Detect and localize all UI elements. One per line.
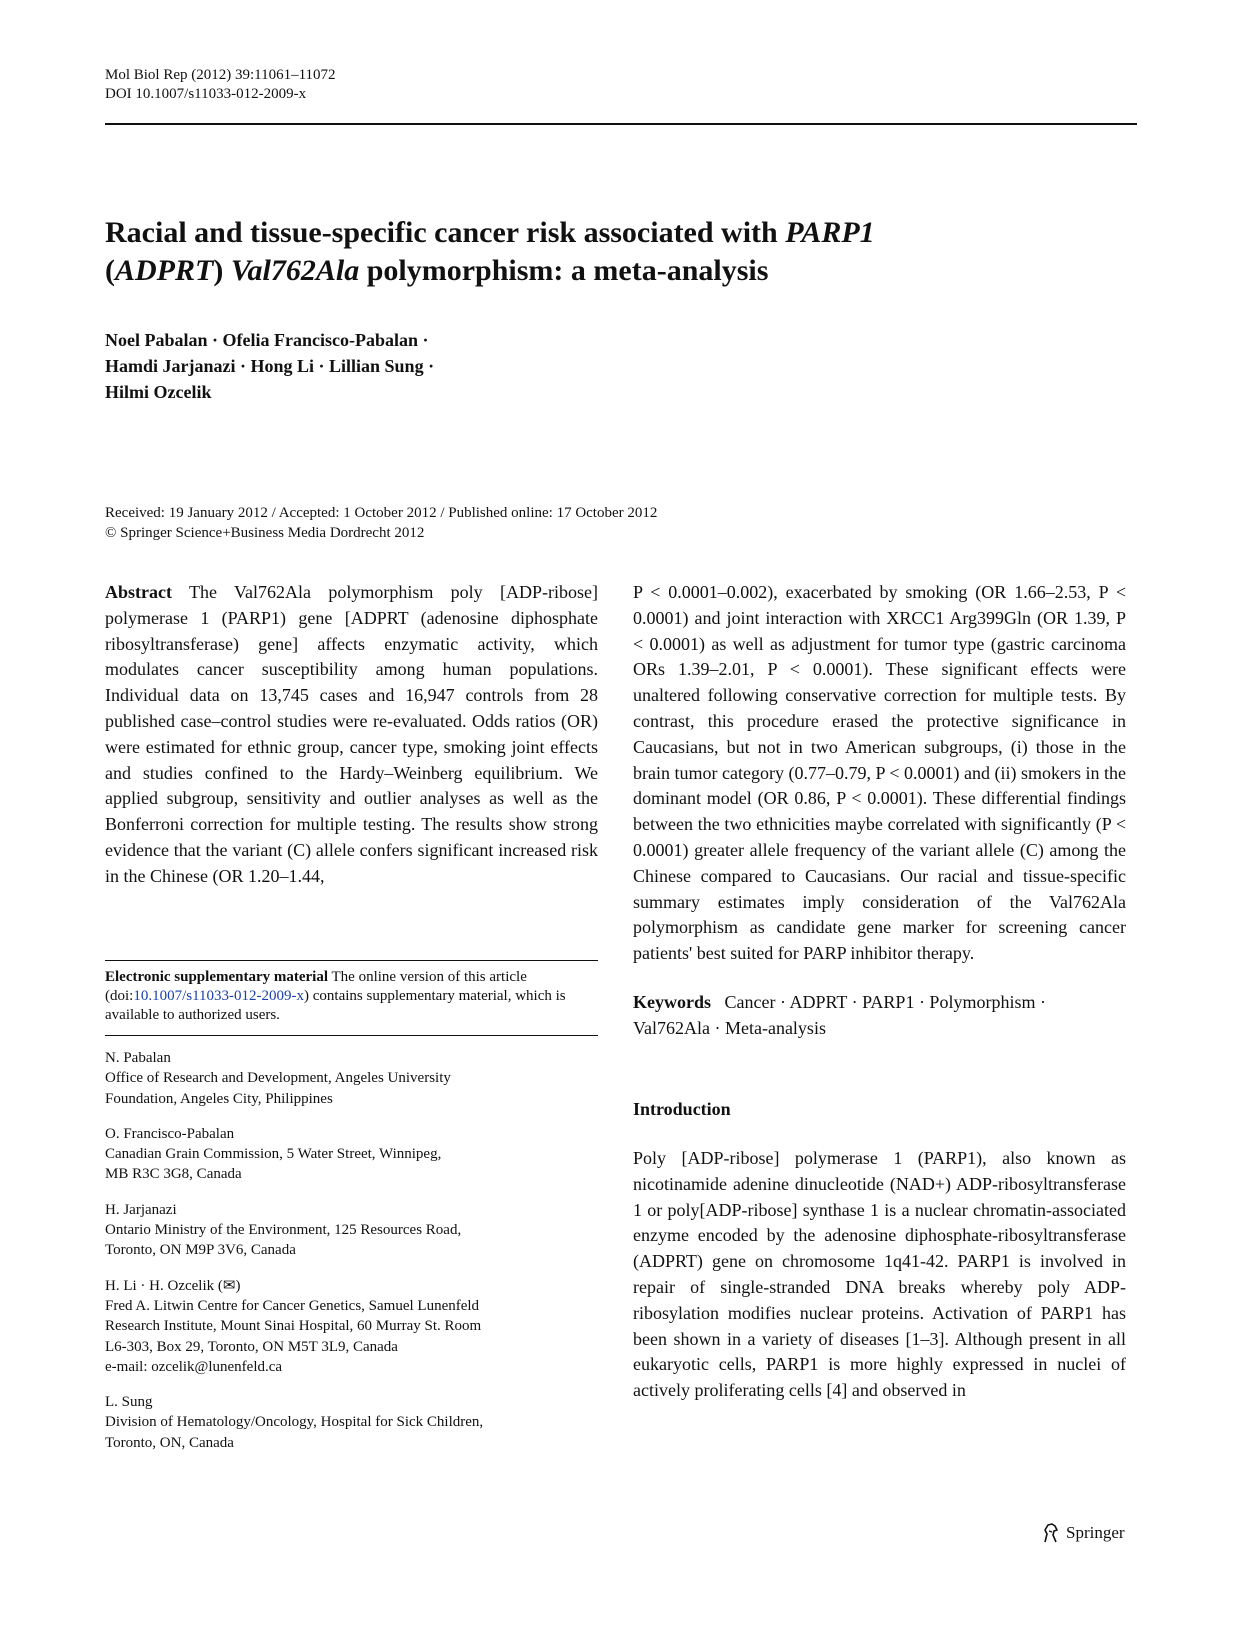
affiliation-item: H. Li · H. Ozcelik (✉) Fred A. Litwin Centre for Cancer Genetics, Samuel Lunenfeld Research Institute, Mount Sinai Hospital, 60 Murray St. Room L6-303, Box 29, Toronto, ON M5T 3L9, Canada e-mail: ozcelik@lunenfeld.ca — [105, 1276, 598, 1377]
affiliation-item: O. Francisco-Pabalan Canadian Grain Commission, 5 Water Street, Winnipeg, MB R3C 3G8, Canada — [105, 1125, 442, 1183]
supplementary-note: Electronic supplementary material The online version of this article (doi:10.1007/s11033-012-2009-x) contains supplementary material, which is available to authorized users. — [105, 969, 566, 1023]
keywords-label: Keywords — [633, 991, 711, 1012]
right-column — [633, 580, 1126, 1404]
journal-citation: Mol Biol Rep (2012) 39:11061–11072 — [105, 67, 336, 83]
dates-line: Received: 19 January 2012 / Accepted: 1 October 2012 / Published online: 17 October 2012 — [105, 505, 658, 521]
article-title: Racial and tissue-specific cancer risk associated with PARP1 (ADPRT) Val762Ala polymorphism: a meta-analysis — [105, 216, 875, 287]
publication-dates — [105, 503, 657, 543]
doi-line: DOI 10.1007/s11033-012-2009-x — [105, 86, 307, 102]
abstract-label: Abstract — [105, 582, 172, 602]
keywords-text: Cancer · ADPRT · PARP1 · Polymorphism · Val762Ala · Meta-analysis — [633, 991, 1046, 1038]
authors-line: Hilmi Ozcelik — [105, 382, 212, 402]
abstract-left — [105, 580, 598, 890]
journal-header — [105, 66, 336, 104]
abstract-text: The Val762Ala polymorphism poly [ADP-ribose] polymerase 1 (PARP1) gene [ADPRT (adenosine diphosphate ribosyltransferase) gene] affects enzymatic activity, which modulates cancer susceptibility among human populations. Individual data on 13,745 cases and 16,947 controls from 28 published case–control studies were re-evaluated. Odds ratios (OR) were estimated for ethnic group, cancer type, smoking joint effects and studies confined to the Hardy–Weinberg equilibrium. We applied subgroup, sensitivity and outlier analyses as well as the Bonferroni correction for multiple testing. The results show strong evidence that the variant (C) allele confers significant increased risk in the Chinese (OR 1.20–1.44, — [105, 582, 598, 886]
left-column — [105, 580, 598, 890]
affiliation-item: L. Sung Division of Hematology/Oncology, Hospital for Sick Children, Toronto, ON, Canada — [105, 1394, 484, 1451]
copyright-line: © Springer Science+Business Media Dordrecht 2012 — [105, 525, 425, 541]
abstract-right: P < 0.0001–0.002), exacerbated by smoking (OR 1.66–2.53, P < 0.0001) and joint interaction with XRCC1 Arg399Gln (OR 1.39, P < 0.0001) as well as adjustment for tumor type (gastric carcinoma ORs 1.39–2.01, P < 0.0001). These significant effects were unaltered following conservative correction for multiple tests. By contrast, this procedure erased the protective significance in Caucasians, but not in two American subgroups, (i) those in the brain tumor category (0.77–0.79, P < 0.0001) and (ii) smokers in the dominant model (OR 0.86, P < 0.0001). These differential findings between the two ethnicities maybe correlated with significantly (P < 0.0001) greater allele frequency of the variant allele (C) among the Chinese compared to Caucasians. Our racial and tissue-specific summary estimates imply consideration of the Val762Ala polymorphism as candidate gene marker for screening cancer patients' best suited for PARP inhibitor therapy. — [633, 582, 1126, 964]
esm-rule — [105, 960, 598, 961]
introduction-text: Poly [ADP-ribose] polymerase 1 (PARP1), also known as nicotinamide adenine dinucleotide (NAD+) ADP-ribosyltransferase 1 or poly[ADP-ribose] synthase 1 is a nuclear chromatin-associated enzyme encoded by the adenosine diphosphate-ribosyltransferase (ADPRT) gene on chromosome 1q41-42. PARP1 is involved in repair of single-stranded DNA breaks whereby poly ADP-ribosylation modifies nuclear proteins. Activation of PARP1 has been shown in a variety of diseases [1–3]. Although present in all eukaryotic cells, PARP1 is more highly expressed in nuclei of actively proliferating cells [4] and observed in — [633, 1147, 1126, 1401]
authors-line: Noel Pabalan · Ofelia Francisco-Pabalan · — [105, 330, 429, 350]
email-address[interactable]: e-mail: ozcelik@lunenfeld.ca — [105, 1358, 283, 1375]
esm-label: Electronic supplementary material — [105, 969, 329, 985]
affiliation-item: H. Jarjanazi Ontario Ministry of the Environment, 125 Resources Road, Toronto, ON M9P 3V6, Canada — [105, 1201, 462, 1259]
springer-horse-icon — [1040, 1522, 1062, 1544]
section-heading-introduction: Introduction — [633, 1098, 731, 1119]
affiliations — [105, 1048, 598, 1468]
affiliation-rule — [105, 1035, 598, 1036]
keywords — [633, 989, 1126, 1041]
esm-doi-link[interactable]: 10.1007/s11033-012-2009-x — [133, 988, 305, 1004]
authors-line: Hamdi Jarjanazi · Hong Li · Lillian Sung · — [105, 356, 435, 376]
publisher-logo — [1040, 1522, 1125, 1544]
header-rule — [105, 123, 1137, 125]
affiliation-item: N. Pabalan Office of Research and Development, Angeles University Foundation, Angeles City, Philippines — [105, 1050, 451, 1107]
author-list — [105, 327, 625, 405]
publisher-name: Springer — [1066, 1523, 1125, 1542]
